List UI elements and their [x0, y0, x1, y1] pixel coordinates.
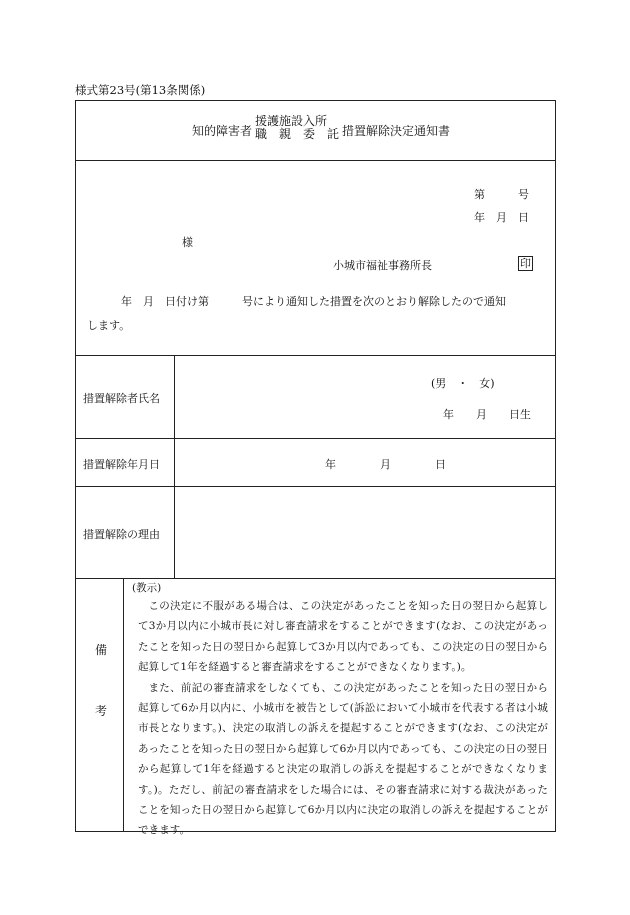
name-label: 措置解除者氏名 — [83, 392, 160, 405]
birth-date-field: 年 月 日生 — [443, 408, 531, 421]
title-stack-top: 援護施設入所 — [255, 114, 328, 128]
title-stack — [255, 115, 339, 141]
header-divider — [75, 355, 556, 356]
document-date: 年 月 日 — [474, 211, 529, 224]
form-number: 様式第23号(第13条関係) — [75, 83, 206, 97]
reason-row-divider — [75, 578, 556, 579]
notice-text-line2: します。 — [87, 319, 131, 332]
label-column-divider — [174, 355, 175, 578]
title-suffix: 措置解除決定通知書 — [342, 124, 451, 138]
title-stack-bottom: 職 親 委 託 — [255, 127, 340, 141]
issuer-name: 小城市福祉事務所長 — [333, 259, 432, 272]
notes-label-bottom: 考 — [95, 704, 108, 718]
name-row-divider — [75, 438, 556, 439]
reason-label: 措置解除の理由 — [83, 528, 160, 541]
recipient-suffix: 様 — [182, 236, 193, 249]
document-number: 第 号 — [474, 188, 529, 201]
gender-field: (男 ・ 女) — [431, 377, 495, 390]
title-divider — [75, 160, 556, 161]
notes-column-divider — [123, 578, 124, 832]
seal-mark: 印 — [520, 257, 531, 270]
issuer-seal — [518, 256, 533, 271]
notes-body — [138, 596, 548, 841]
notes-paragraph-1: この決定に不服がある場合は、この決定があったことを知った日の翌日から起算して3か月以内に小城市長に対し審査請求をすることができます(なお、この決定があったことを知った日の翌日から起算して3か月以内であっても、この決定の日の翌日から起算して1年を経過すると審査請求をすることができなくなります。)。 — [138, 600, 548, 674]
notes-paragraph-2: また、前記の審査請求をしなくても、この決定があったことを知った日の翌日から起算して6か月以内に、小城市を被告として(訴訟において小城市を代表する者は小城市長となります。)、決定の取消しの訴えを提起することができます(なお、この決定があったことを知った日の翌日から起算して6か月以内であっても、この決定の日の翌日から起算して1年を経過すると決定の取消しの訴えを提起することができなくなります。)。ただし、前記の審査請求をした場合には、その審査請求に対する裁決があったことを知った日の翌日から起算して6か月以内に決定の取消しの訴えを提起することができます。 — [138, 681, 548, 837]
date-label: 措置解除年月日 — [83, 458, 160, 471]
date-value: 年 月 日 — [325, 458, 446, 471]
notes-heading: (教示) — [132, 582, 162, 594]
notes-label-top: 備 — [95, 643, 108, 657]
date-row-divider — [75, 486, 556, 487]
title-prefix: 知的障害者 — [192, 124, 253, 138]
notice-text-line1: 年 月 日付け第 号により通知した措置を次のとおり解除したので通知 — [121, 295, 506, 308]
